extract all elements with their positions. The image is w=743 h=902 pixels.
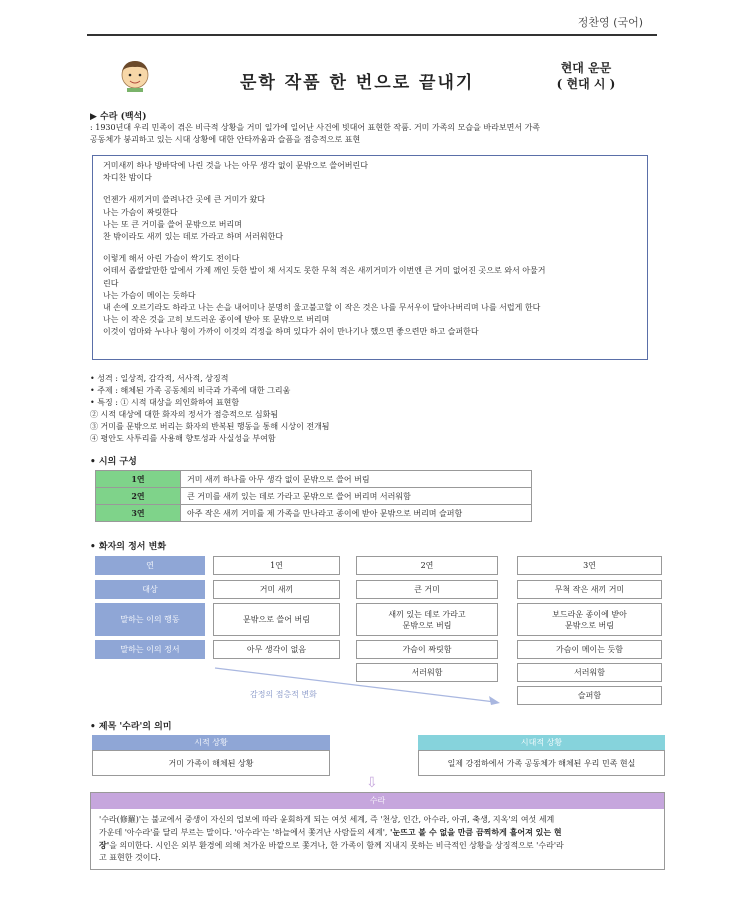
feature-item: ④ 평안도 사투리를 사용해 향토성과 사실성을 부여함 <box>90 434 276 443</box>
sura-box <box>90 792 665 870</box>
emotion-label-stanza: 연 <box>95 556 205 575</box>
target-3: 무척 작은 새끼 거미 <box>517 580 662 599</box>
feeling-2: 가슴이 짜릿함 <box>356 640 498 659</box>
emotion-col-1: 1연 <box>213 556 340 575</box>
sura-text: 가운데 '아수라'를 달리 부르는 말이다. '아수라'는 '하늘에서 쫓겨난 사람들의 세계', <box>99 828 391 837</box>
historical-situation-body: 일제 강점하에서 가족 공동체가 해체된 우리 민족 현실 <box>418 750 665 776</box>
work-intro-line: : 1930년대 우리 민족이 겪은 비극적 상황을 거미 일가에 일어난 사건에 빗대어 표현한 작품. 거미 가족의 모습을 바라보면서 가족 <box>90 123 541 132</box>
feature-item: ③ 거미를 문밖으로 버리는 화자의 반복된 행동을 통해 시상이 전개됨 <box>90 422 330 431</box>
down-arrow-icon: ⇩ <box>366 775 378 791</box>
sura-emphasis: 장' <box>99 840 110 850</box>
author-label: 정찬영 (국어) <box>577 16 643 29</box>
poem-stanza-1 <box>103 160 637 184</box>
poem-stanza-2 <box>103 194 637 243</box>
emotion-heading: • 화자의 정서 변화 <box>90 542 167 552</box>
poem-line: 이것이 엄마와 누나나 형이 가까이 이것의 걱정을 하며 있다가 쉬이 만나기나 했으면 좋으련만 하고 슬퍼한다 <box>103 327 479 337</box>
stanza-desc: 큰 거미를 새끼 있는 데로 가라고 문밖으로 쓸어 버리며 서러워함 <box>181 488 532 505</box>
table-row <box>96 488 532 505</box>
poem-line: 나는 가슴이 메이는 듯하다 <box>103 290 196 300</box>
sura-line: '수라(修羅)'는 불교에서 중생이 자신의 업보에 따라 윤회하게 되는 여섯 세계, 즉 '천상, 인간, 아수라, 아귀, 축생, 지옥'의 여섯 세계 <box>99 815 555 824</box>
stanza-desc: 아주 작은 새끼 거미를 제 가족을 만나라고 종이에 받아 문밖으로 버리며 슬퍼함 <box>181 505 532 522</box>
genre-line-1: 현대 운문 <box>560 61 612 75</box>
emotion-col-3: 3연 <box>517 556 662 575</box>
emotion-label-feeling: 말하는 이의 정서 <box>95 640 205 659</box>
poem-line: 내 손에 오르기라도 하라고 나는 손을 내어미나 분명히 울고불고할 이 작은 것은 나를 무서우이 달아나버리며 나를 서럽게 한다 <box>103 303 541 313</box>
poem-box <box>92 155 648 360</box>
genre-line-2: ( 현대 시 ) <box>556 77 616 91</box>
action-2: 새끼 있는 데로 가라고 문밖으로 버림 <box>356 603 498 636</box>
poem-line: 차디찬 밤이다 <box>103 173 152 183</box>
action-1: 문밖으로 쓸어 버림 <box>213 603 340 636</box>
poem-line: 어데서 좁쌀알만한 알에서 가제 깨인 듯한 발이 채 서지도 못한 무척 적은 새끼거미가 이번엔 큰 거미 없어진 곳으로 와서 아물거 <box>103 266 546 276</box>
structure-table <box>95 470 532 522</box>
work-intro-line: 공동체가 붕괴하고 있는 시대 상황에 대한 안타까움과 슬픔을 점층적으로 표현 <box>90 135 361 144</box>
emotion-col-2: 2연 <box>356 556 498 575</box>
stanza-label: 1연 <box>96 471 181 488</box>
meaning-heading: • 제목 '수라'의 의미 <box>90 722 172 732</box>
work-intro <box>90 122 660 146</box>
stanza-desc: 거미 새끼 하나를 아무 생각 없이 문밖으로 쓸어 버림 <box>181 471 532 488</box>
gradual-change-arrow-icon <box>210 660 510 708</box>
poem-line: 언젠가 새끼거미 쓸려나간 곳에 큰 거미가 왔다 <box>103 195 266 205</box>
target-2: 큰 거미 <box>356 580 498 599</box>
poem-line: 나는 이 작은 것을 고히 보드러운 종이에 받아 또 문밖으로 버리며 <box>103 315 330 325</box>
feeling-3c: 슬퍼함 <box>517 686 662 705</box>
arrow-label: 감정의 점층적 변화 <box>250 690 317 699</box>
feature-item: • 성격 : 일상적, 감각적, 서사적, 상징적 <box>90 374 229 383</box>
poetic-situation-head: 시적 상황 <box>92 735 330 750</box>
sura-head: 수라 <box>91 793 664 809</box>
stanza-label: 2연 <box>96 488 181 505</box>
table-row <box>96 471 532 488</box>
feeling-3b: 서러워함 <box>517 663 662 682</box>
genre-label <box>556 60 616 92</box>
features-list <box>90 373 330 445</box>
student-avatar-icon <box>117 58 153 92</box>
poem-line: 거미새끼 하나 방바닥에 나린 것을 나는 아무 생각 없이 문밖으로 쓸어버린다 <box>103 161 368 170</box>
stanza-label: 3연 <box>96 505 181 522</box>
table-row <box>96 505 532 522</box>
structure-heading: • 시의 구성 <box>90 457 137 467</box>
feeling-3: 가슴이 메이는 듯함 <box>517 640 662 659</box>
sura-line <box>99 826 656 839</box>
target-1: 거미 새끼 <box>213 580 340 599</box>
sura-line <box>99 839 656 852</box>
sura-text: 을 의미한다. 시인은 외부 환경에 의해 처가운 바깥으로 쫓겨나, 한 가족이 함께 지내지 못하는 비극적인 상황을 상징적으로 '수라'라 <box>109 841 564 850</box>
page-title: 문학 작품 한 번으로 끝내기 <box>240 73 475 93</box>
feature-item: ② 시적 대상에 대한 화자의 정서가 점층적으로 심화됨 <box>90 410 279 419</box>
feeling-1: 아무 생각이 없음 <box>213 640 340 659</box>
top-divider <box>87 34 657 36</box>
poem-line: 이렇게 해서 아린 가슴이 싹기도 전이다 <box>103 254 240 264</box>
feeling-2b: 서러워함 <box>356 663 498 682</box>
sura-body <box>91 809 664 869</box>
sura-emphasis: '눈뜨고 볼 수 없을 만큼 끔찍하게 흩어져 있는 현 <box>390 827 562 837</box>
feature-item: • 특징 : ① 시적 대상을 의인화하여 표현함 <box>90 398 240 407</box>
sura-line: 고 표현한 것이다. <box>99 853 161 862</box>
poetic-situation-body: 거미 가족이 해체된 상황 <box>92 750 330 776</box>
historical-situation-head: 시대적 상황 <box>418 735 665 750</box>
poem-line: 린다 <box>103 278 119 288</box>
poem-stanza-3 <box>103 253 637 338</box>
poem-line: 나는 가슴이 짜릿한다 <box>103 207 178 217</box>
emotion-label-target: 대상 <box>95 580 205 599</box>
poem-line: 나는 또 큰 거미를 쓸어 문밖으로 버리며 <box>103 219 242 229</box>
feature-item: • 주제 : 해체된 가족 공동체의 비극과 가족에 대한 그리움 <box>90 386 291 395</box>
poem-line: 찬 밖이라도 새끼 있는 데로 가라고 하며 서러워한다 <box>103 232 284 242</box>
action-3: 보드라운 종이에 받아 문밖으로 버림 <box>517 603 662 636</box>
work-heading: ▶ 수라 (백석) <box>90 112 147 122</box>
emotion-label-action: 말하는 이의 행동 <box>95 603 205 636</box>
